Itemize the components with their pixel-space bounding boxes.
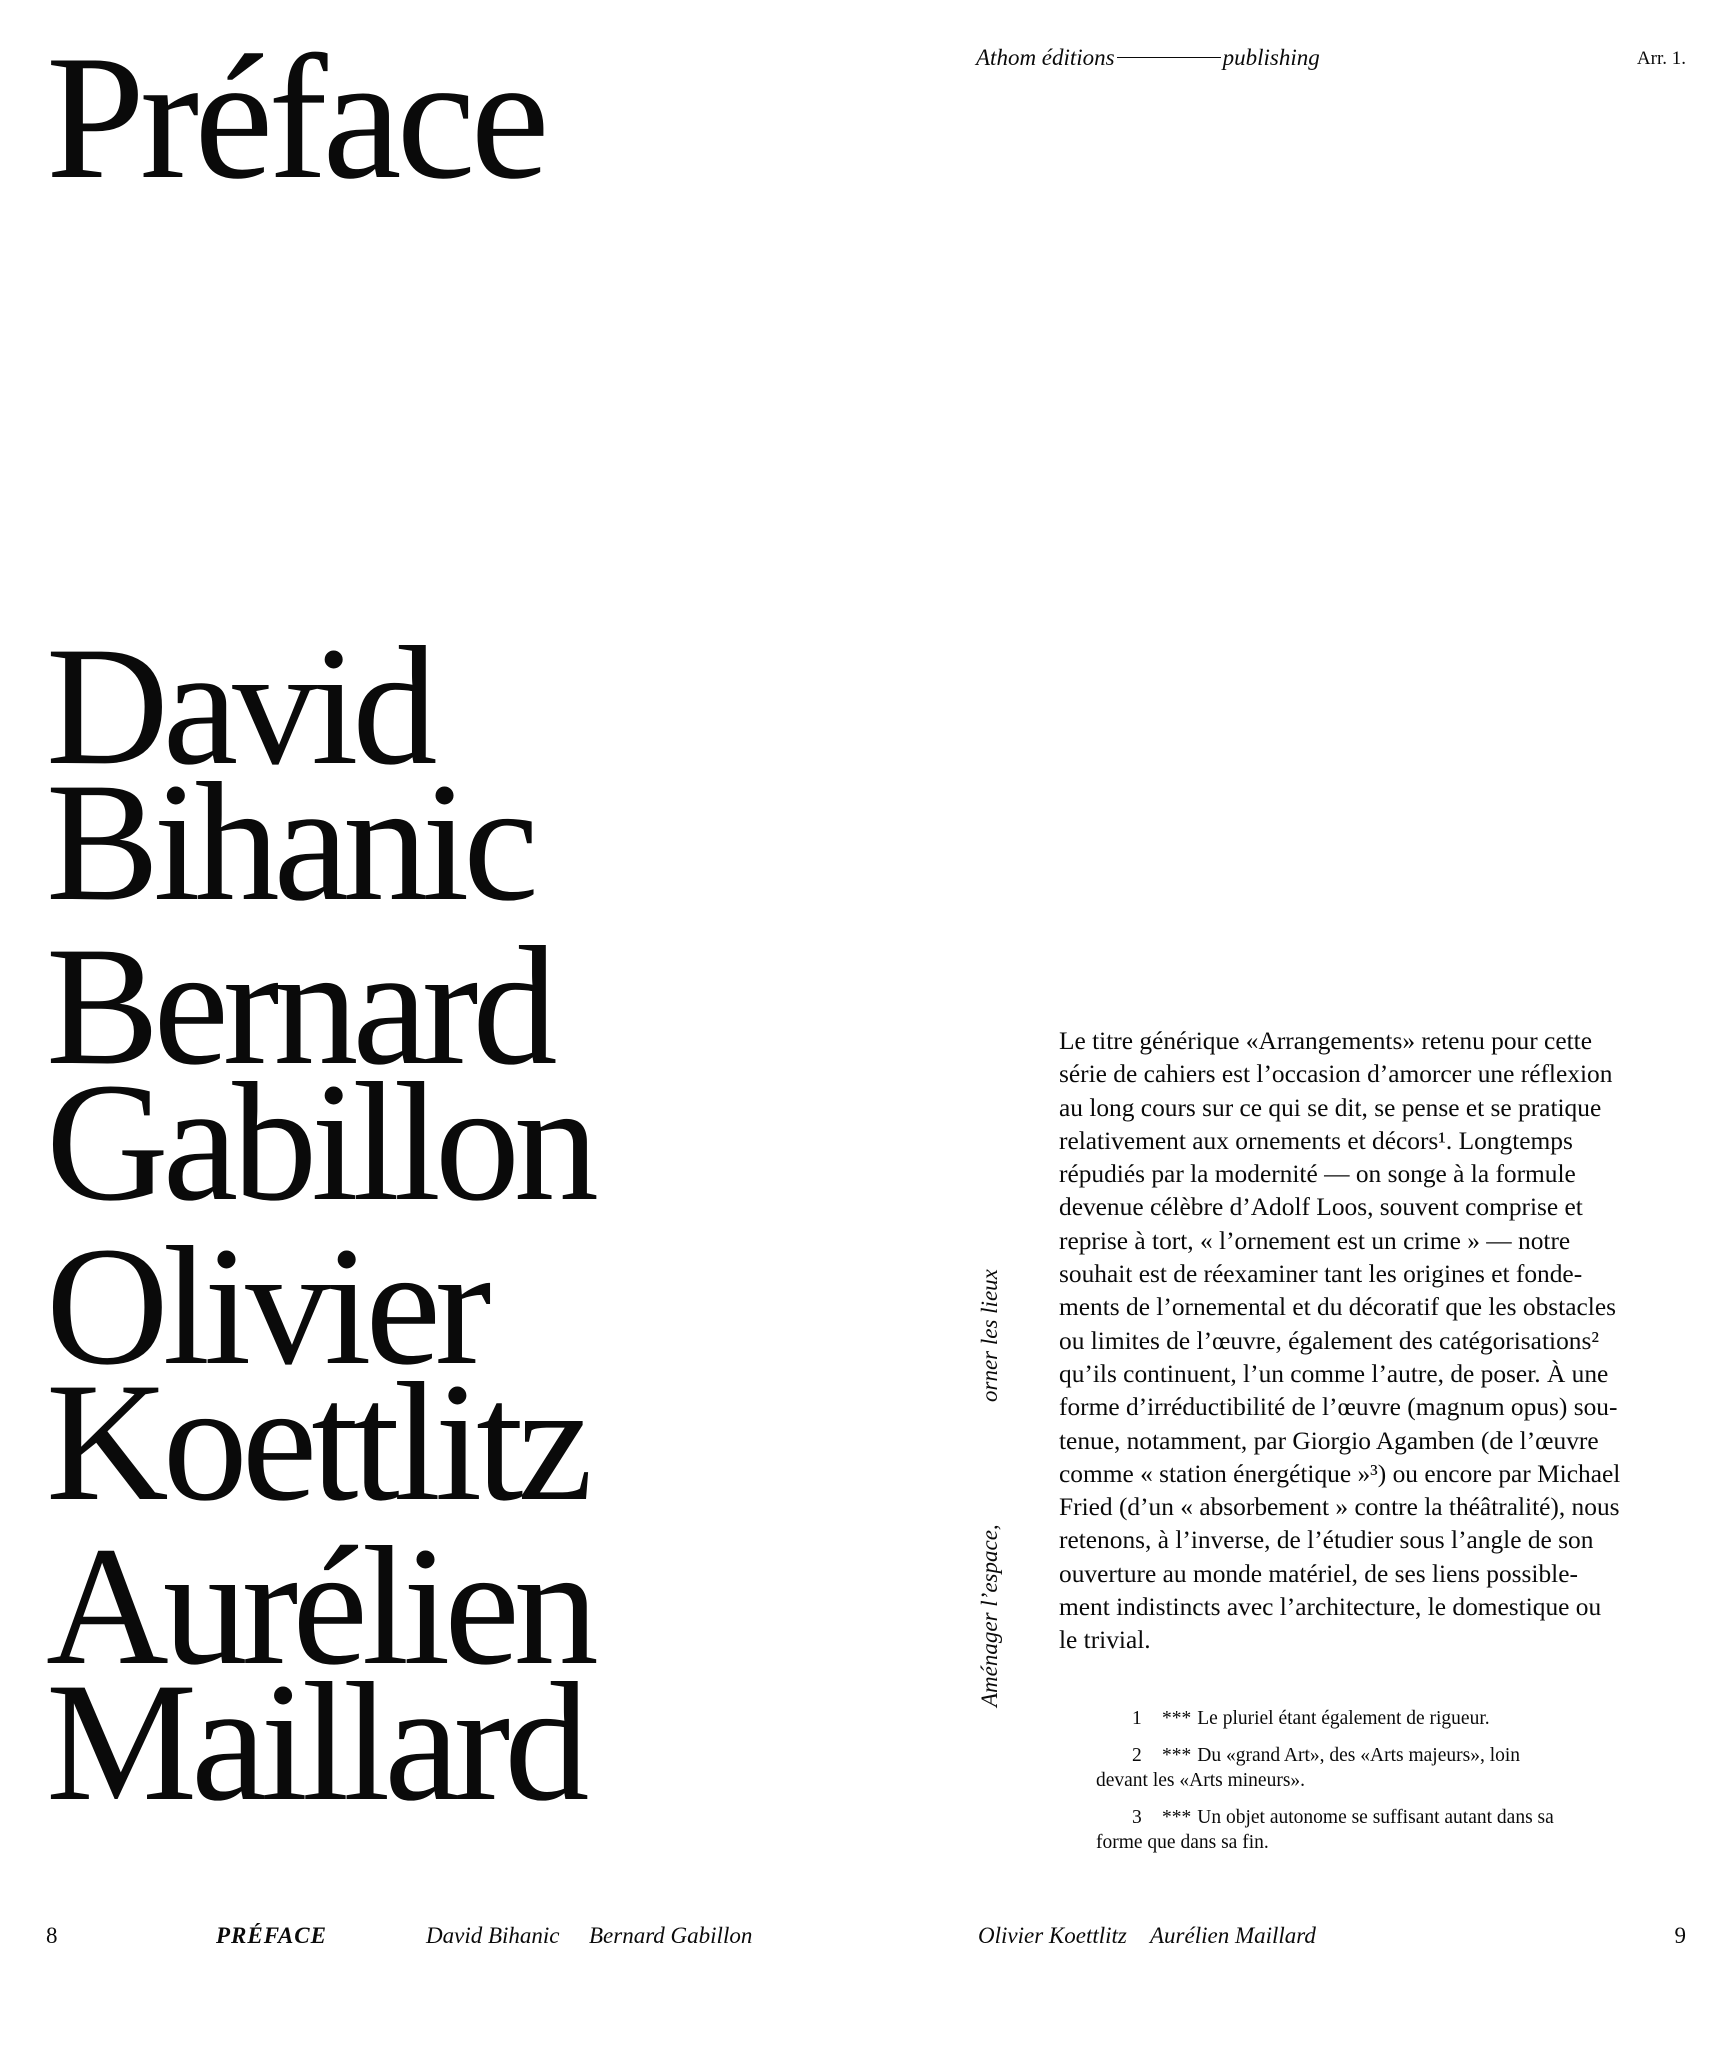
footer-author: Bernard Gabillon [589,1923,753,1948]
author-name [46,1512,593,1836]
body-line: tenue, notamment, par Giorgio Agamben (de l’œuvre [1059,1426,1599,1455]
body-line: ou limites de l’œuvre, également des catégorisations² [1059,1326,1599,1355]
author-first-name: Olivier [46,1212,486,1400]
body-line: répudiés par la modernité — on songe à la formule [1059,1160,1576,1189]
page-number-left: 8 [46,1923,58,1948]
author-first-name: Bernard [46,912,552,1100]
footnote-text: devant les «Arts mineurs». [1096,1770,1306,1791]
footnote-line [1096,1706,1656,1731]
body-line: qu’ils continuent, l’un comme l’autre, de poser. À une [1059,1359,1609,1388]
body-line: comme « station énergétique »³) ou encore par Michael [1059,1459,1621,1488]
footnote-text: forme que dans sa fin. [1096,1832,1269,1853]
footnote-mark: *** [1162,1708,1192,1729]
page-number-right: 9 [1674,1923,1686,1948]
footnote-mark: *** [1162,1745,1192,1766]
author-name [46,912,593,1236]
footnote [1096,1805,1656,1855]
body-line: le trivial. [1059,1626,1151,1655]
footnote-number: 3 [1132,1807,1142,1828]
author-last-name: Bihanic [46,748,533,936]
body-line: au long cours sur ce qui se dit, se pense et se pratique [1059,1093,1602,1122]
author-last-name: Maillard [46,1648,584,1836]
footer-author: Aurélien Maillard [1150,1923,1316,1948]
series-mark: Arr. 1. [1636,48,1686,69]
body-line: retenons, à l’inverse, de l’étudier sous l’angle de son [1059,1526,1594,1555]
body-line: reprise à tort, « l’ornement est un crime » — notre [1059,1226,1571,1255]
author-name [46,612,593,936]
author-first-name: David [46,612,432,800]
body-line: ouverture au monde matériel, de ses liens possible- [1059,1559,1578,1588]
publisher-name: Athom éditions [976,45,1115,70]
footnote-number: 2 [1132,1745,1142,1766]
footnote-text: Du «grand Art», des «Arts majeurs», loin [1197,1745,1521,1766]
footer-section-title: PRÉFACE [216,1923,327,1948]
footer-author: Olivier Koettlitz [978,1923,1127,1948]
running-head [976,46,1320,69]
footnote-line [1096,1805,1656,1830]
footnote-list [1096,1706,1656,1867]
footnote [1096,1706,1656,1731]
publisher-tagline: publishing [1222,45,1320,70]
body-paragraph [1059,1025,1699,1658]
page-title: Préface [46,18,545,216]
author-name [46,1212,593,1536]
body-line: ments de l’ornemental et du décoratif que les obstacles [1059,1293,1616,1322]
body-line: souhait est de réexaminer tant les origines et fonde- [1059,1260,1583,1289]
footnote-text: Le pluriel étant également de rigueur. [1197,1708,1490,1729]
footnote-line [1096,1743,1656,1768]
body-line: devenue célèbre d’Adolf Loos, souvent comprise et [1059,1193,1583,1222]
side-caption: orner les lieux [977,1269,1002,1402]
side-caption: Aménager l’espace, [977,1524,1002,1707]
author-last-name: Koettlitz [46,1348,587,1536]
body-line: forme d’irréductibilité de l’œuvre (magnum opus) sou- [1059,1393,1618,1422]
footnote-number: 1 [1132,1708,1142,1729]
footer-author: David Bihanic [426,1923,560,1948]
author-list [46,612,593,1838]
running-head-rule [1117,57,1221,58]
body-line: relativement aux ornements et décors¹. Longtemps [1059,1126,1573,1155]
author-last-name: Gabillon [46,1048,593,1236]
footnote-text: Un objet autonome se suffisant autant dans sa [1197,1807,1554,1828]
body-line: Le titre générique «Arrangements» retenu pour cette [1059,1027,1592,1055]
footnote [1096,1743,1656,1793]
body-line: ment indistincts avec l’architecture, le domestique ou [1059,1593,1602,1622]
footnote-mark: *** [1162,1807,1192,1828]
author-first-name: Aurélien [46,1512,593,1700]
body-line: Fried (d’un « absorbement » contre la théâtralité), nous [1059,1493,1620,1522]
body-line: série de cahiers est l’occasion d’amorcer une réflexion [1059,1060,1613,1089]
